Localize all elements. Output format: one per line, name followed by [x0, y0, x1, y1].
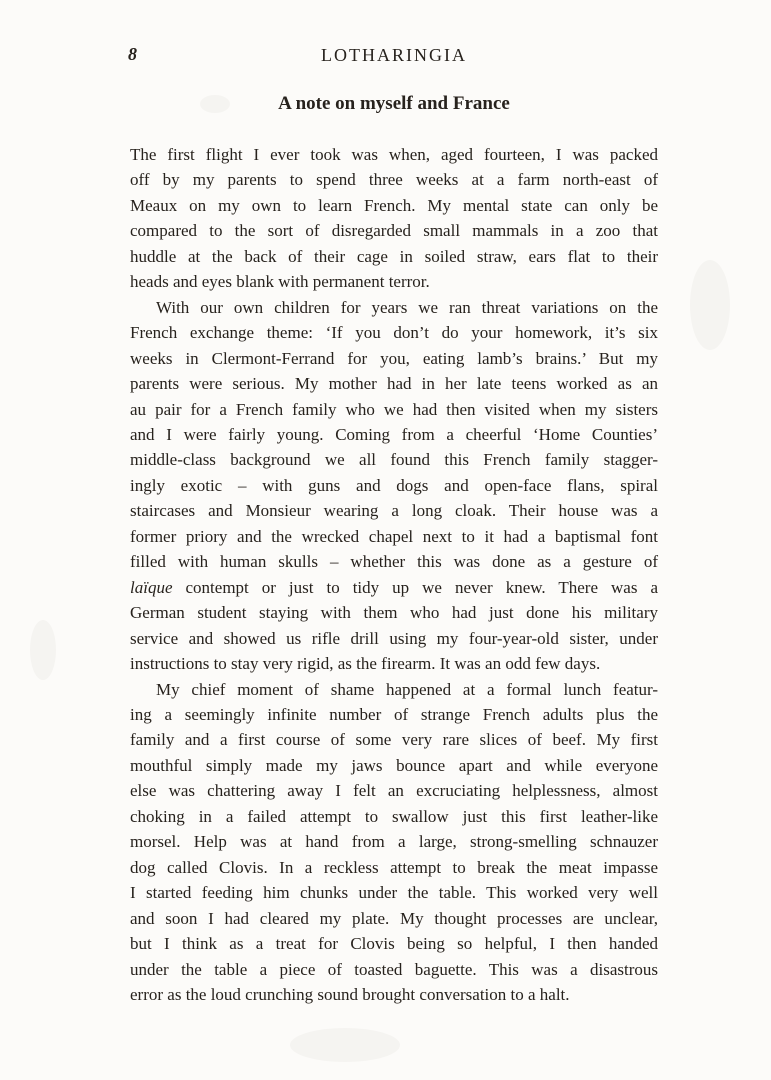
text-line: I started feeding him chunks under the table. This worked very well — [130, 883, 658, 903]
scan-smudge — [690, 260, 730, 350]
text-line: and I were fairly young. Coming from a cheerful ‘Home Counties’ — [130, 424, 658, 444]
text-line: compared to the sort of disregarded small mammals in a zoo that — [130, 221, 658, 241]
text-line: German student staying with them who had just done his military — [130, 603, 658, 623]
scan-smudge — [30, 620, 56, 680]
text-line: morsel. Help was at hand from a large, strong-smelling schnauzer — [130, 832, 658, 852]
text-line: off by my parents to spend three weeks at a farm north-east of — [130, 170, 658, 190]
text-line: error as the loud crunching sound brought conversation to a halt. — [130, 984, 570, 1004]
scan-smudge — [290, 1028, 400, 1062]
body-text — [130, 142, 658, 1007]
paragraph — [130, 295, 658, 677]
text-line: but I think as a treat for Clovis being so helpful, I then handed — [130, 934, 658, 954]
text-line: weeks in Clermont-Ferrand for you, eating lamb’s brains.’ But my — [130, 348, 658, 368]
text-line: service and showed us rifle drill using my four-year-old sister, under — [130, 628, 658, 648]
text-line: dog called Clovis. In a reckless attempt to break the meat impasse — [130, 857, 658, 877]
text-line: and soon I had cleared my plate. My thought processes are unclear, — [130, 908, 658, 928]
text-line: choking in a failed attempt to swallow just this first leather-like — [130, 806, 658, 826]
text-line: laïque contempt or just to tidy up we never knew. There was a — [130, 577, 658, 597]
text-line: huddle at the back of their cage in soiled straw, ears flat to their — [130, 246, 658, 266]
text-line: middle-class background we all found this French family stagger- — [130, 450, 658, 470]
text-line: The first flight I ever took was when, aged fourteen, I was packed — [130, 145, 658, 164]
text-line: under the table a piece of toasted baguette. This was a disastrous — [130, 959, 658, 979]
text-line: family and a first course of some very rare slices of beef. My first — [130, 730, 658, 750]
text-line: mouthful simply made my jaws bounce apart and while everyone — [130, 755, 658, 775]
text-line: former priory and the wrecked chapel next to it had a baptismal font — [130, 526, 658, 546]
text-line: else was chattering away I felt an excruciating helplessness, almost — [130, 781, 658, 801]
text-line: ing a seemingly infinite number of strange French adults plus the — [130, 704, 658, 724]
running-head: LOTHARINGIA — [321, 45, 467, 65]
section-heading: A note on myself and France — [278, 93, 510, 114]
text-line: ingly exotic – with guns and dogs and open-face flans, spiral — [130, 475, 658, 495]
paragraph — [130, 677, 658, 1008]
text-line: With our own children for years we ran threat variations on the — [156, 297, 658, 317]
text-line: My chief moment of shame happened at a formal lunch featur- — [156, 679, 658, 699]
text-line: staircases and Monsieur wearing a long cloak. Their house was a — [130, 501, 658, 521]
text-line: French exchange theme: ‘If you don’t do your homework, it’s six — [130, 323, 658, 343]
page-number: 8 — [128, 44, 137, 64]
text-line: instructions to stay very rigid, as the firearm. It was an odd few days. — [130, 654, 601, 674]
text-line: au pair for a French family who we had then visited when my sisters — [130, 399, 658, 419]
text-line: filled with human skulls – whether this was done as a gesture of — [130, 552, 658, 572]
paragraph — [130, 142, 658, 295]
text-line: parents were serious. My mother had in her late teens worked as an — [130, 374, 658, 394]
text-line: Meaux on my own to learn French. My mental state can only be — [130, 195, 658, 215]
text-line: heads and eyes blank with permanent terror. — [130, 272, 430, 292]
